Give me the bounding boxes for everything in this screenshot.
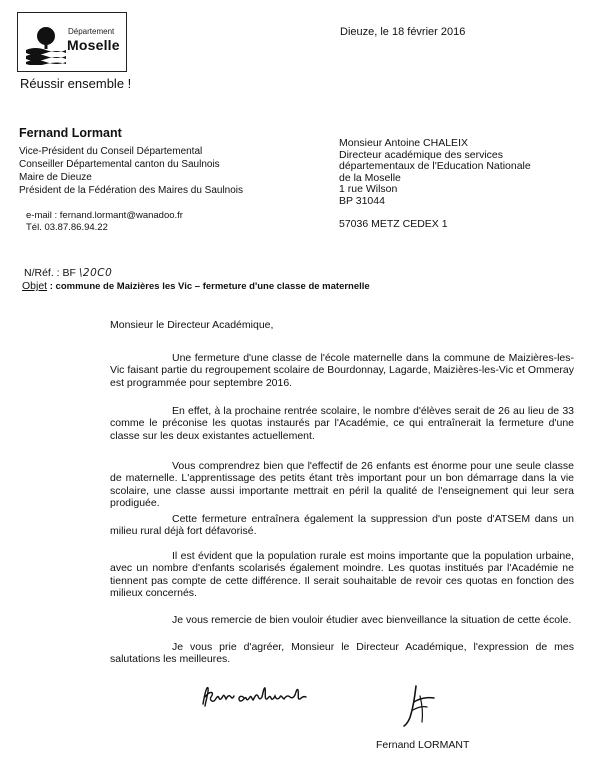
sender-title: Maire de Dieuze [19,172,92,183]
handwritten-note [200,682,308,712]
logo-moselle-label: Moselle [67,37,120,53]
recipient-line: Directeur académique des services [339,148,503,161]
sender-title: Conseiller Départemental canton du Saulnois [19,159,220,170]
recipient-line: 1 rue Wilson [339,183,398,196]
body-paragraph: Je vous remercie de bien vouloir étudier avec bienveillance la situation de cette école. [172,614,572,626]
signatory-name: Fernand LORMANT [376,739,470,751]
recipient-line: BP 31044 [339,194,385,207]
subject-text: : commune de Maizières les Vic – fermeture d'une classe de maternelle [47,281,370,292]
recipient-line: départementaux de l'Education Nationale [339,160,531,173]
salutation: Monsieur le Directeur Académique, [110,319,274,331]
subject-line [22,280,370,292]
signature-mark [402,684,436,728]
body-paragraph: Il est évident que la population rurale est moins importante que la population urbaine, avec un nombre d'enfants scolarisés également moindre. Les quotas institués par l'Académie ne tiennent pas compte de cette différence. Il serait souhaitable de revoir ces quotas en fonction des milieux concernés. [110,550,574,600]
body-paragraph: En effet, à la prochaine rentrée scolaire, le nombre d'élèves serait de 26 au lieu de 33 comme le préconise les quotas instaurés par l'Académie, ce qui entraînerait la fermeture d'une classe sur les deux existantes actuellement. [110,405,574,442]
sender-email: e-mail : fernand.lormant@wanadoo.fr [26,210,183,221]
logo-frame [17,12,127,72]
logo-department-label: Département [68,27,115,36]
closing-paragraph: Je vous prie d'agréer, Monsieur le Directeur Académique, l'expression de mes salutations les meilleures. [110,641,574,666]
logo-slogan: Réussir ensemble ! [20,76,132,91]
department-logo [17,12,132,98]
reference-line [24,267,112,279]
sender-title: Vice-Président du Conseil Départemental [19,146,203,157]
subject-label: Objet [22,280,48,292]
body-paragraph: Cette fermeture entraînera également la suppression d'un poste d'ATSEM dans un milieu rural déjà fort défavorisé. [110,513,574,538]
moselle-emblem-icon [24,19,68,65]
sender-name: Fernand Lormant [19,126,122,140]
body-paragraph: Une fermeture d'une classe de l'école maternelle dans la commune de Maizières-les-Vic faisant partie du regroupement scolaire de Bourdonnay, Lagarde, Maizières-les-Vic et Ommeray est programmée pour septembre 2016. [110,352,574,389]
body-paragraph: Vous comprendrez bien que l'effectif de 26 enfants est énorme pour une seule classe de maternelle. L'apprentissage des petits étant très important pour un bon démarrage dans la vie scolaire, une classe aussi importante mettrait en péril la qualité de l'enseignement qui leur sera prodiguée. [110,460,574,510]
sender-title: Président de la Fédération des Maires du Saulnois [19,185,244,196]
recipient-address [339,138,531,230]
sender-titles [19,145,243,197]
letter-date: Dieuze, le 18 février 2016 [340,26,466,38]
reference-label: N/Réf. : BF [24,267,76,279]
sender-phone: Tél. 03.87.86.94.22 [26,222,108,233]
recipient-city: 57036 METZ CEDEX 1 [339,217,448,230]
reference-handwritten: \20C0 [78,267,113,279]
recipient-line: de la Moselle [339,171,401,184]
sender-contact [26,210,183,234]
recipient-line: Monsieur Antoine CHALEIX [339,137,468,149]
